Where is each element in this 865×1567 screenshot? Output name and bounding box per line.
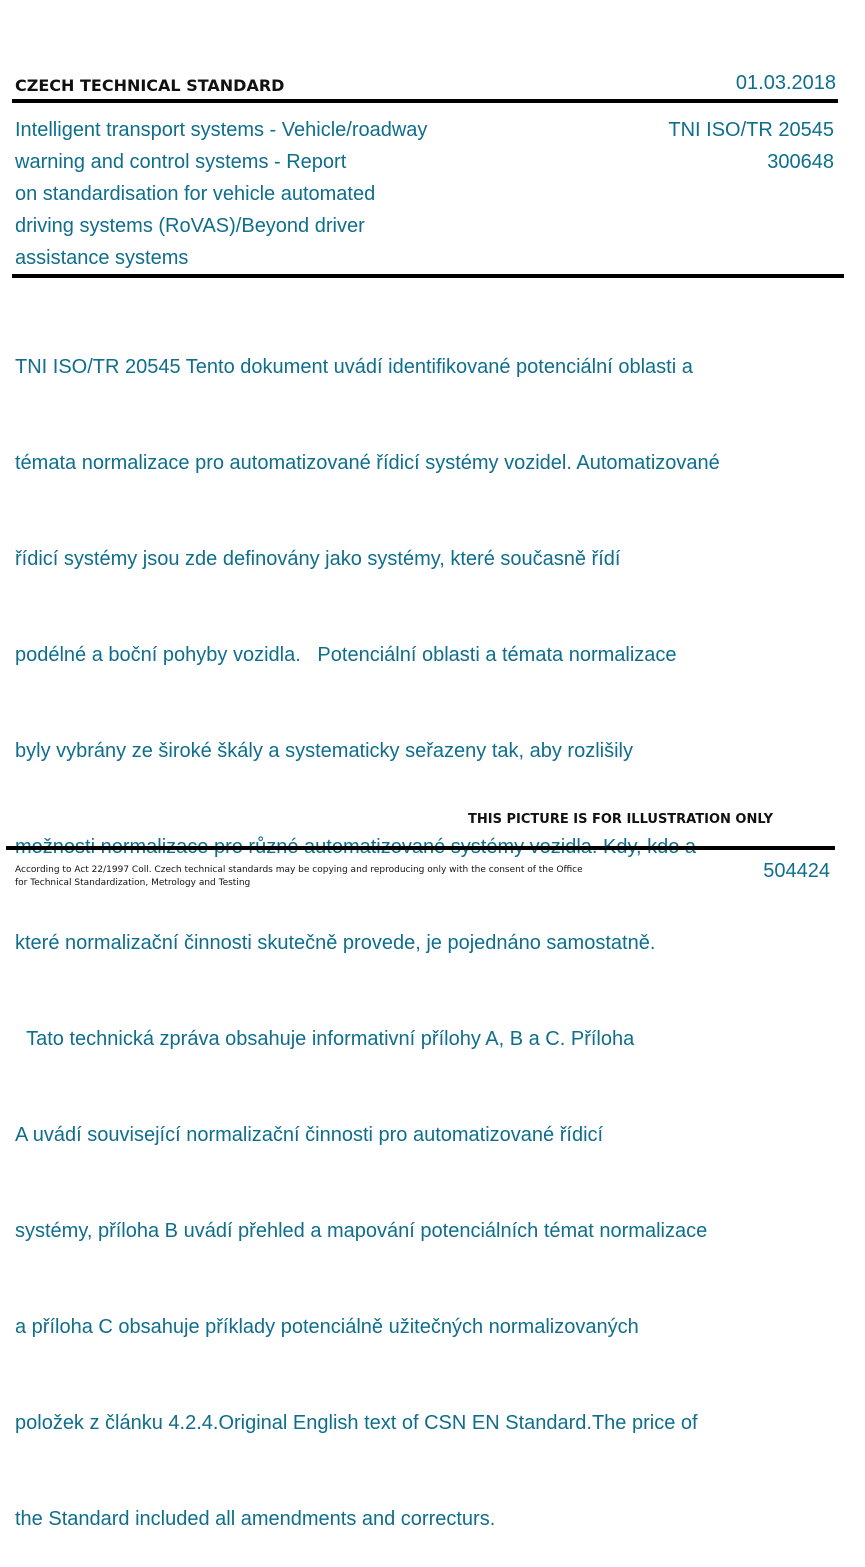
document-codes bbox=[668, 114, 834, 178]
abstract-line: které normalizační činnosti skutečně provede, je pojednáno samostatně. bbox=[15, 932, 656, 954]
abstract-line: A uvádí související normalizační činnosti pro automatizované řídicí bbox=[15, 1124, 604, 1146]
abstract-line: témata normalizace pro automatizované řídicí systémy vozidel. Automatizované bbox=[15, 452, 720, 474]
abstract-line: položek z článku 4.2.4.Original English text of CSN EN Standard.The price of bbox=[15, 1412, 698, 1434]
title-divider bbox=[12, 274, 844, 278]
copyright-line: for Technical Standardization, Metrology and Testing bbox=[15, 877, 251, 888]
abstract-line: a příloha C obsahuje příklady potenciálně užitečných normalizovaných bbox=[15, 1316, 639, 1338]
illustration-disclaimer: THIS PICTURE IS FOR ILLUSTRATION ONLY bbox=[468, 812, 773, 827]
publication-date: 01.03.2018 bbox=[735, 72, 836, 94]
abstract-line: řídicí systémy jsou zde definovány jako systémy, které současně řídí bbox=[15, 548, 621, 570]
catalog-number: 300648 bbox=[767, 151, 834, 173]
product-number: 504424 bbox=[763, 860, 830, 882]
title-line: driving systems (RoVAS)/Beyond driver bbox=[15, 215, 365, 237]
abstract-line: Tato technická zpráva obsahuje informativní přílohy A, B a C. Příloha bbox=[15, 1028, 635, 1050]
abstract-line: the Standard included all amendments and correcturs. bbox=[15, 1508, 496, 1530]
abstract-line: byly vybrány ze široké škály a systematicky seřazeny tak, aby rozlišily bbox=[15, 740, 633, 762]
copyright-line: According to Act 22/1997 Coll. Czech technical standards may be copying and reproducing only with the consent of the Office bbox=[15, 865, 583, 875]
abstract-line: systémy, příloha B uvádí přehled a mapování potenciálních témat normalizace bbox=[15, 1220, 708, 1242]
top-divider bbox=[12, 99, 838, 103]
abstract-line: podélné a boční pohyby vozidla. Potenciální oblasti a témata normalizace bbox=[15, 644, 677, 666]
abstract-line: TNI ISO/TR 20545 Tento dokument uvádí identifikované potenciální oblasti a bbox=[15, 356, 693, 378]
abstract-text bbox=[15, 287, 805, 1567]
title-line: on standardisation for vehicle automated bbox=[15, 183, 376, 205]
standard-code: TNI ISO/TR 20545 bbox=[668, 119, 834, 141]
copyright-notice bbox=[15, 864, 595, 889]
title-line: warning and control systems - Report bbox=[15, 151, 347, 173]
title-line: assistance systems bbox=[15, 247, 189, 269]
footer-divider bbox=[6, 846, 835, 850]
document-title bbox=[15, 114, 485, 274]
title-line: Intelligent transport systems - Vehicle/roadway bbox=[15, 119, 428, 141]
standard-type-label: CZECH TECHNICAL STANDARD bbox=[15, 76, 285, 95]
